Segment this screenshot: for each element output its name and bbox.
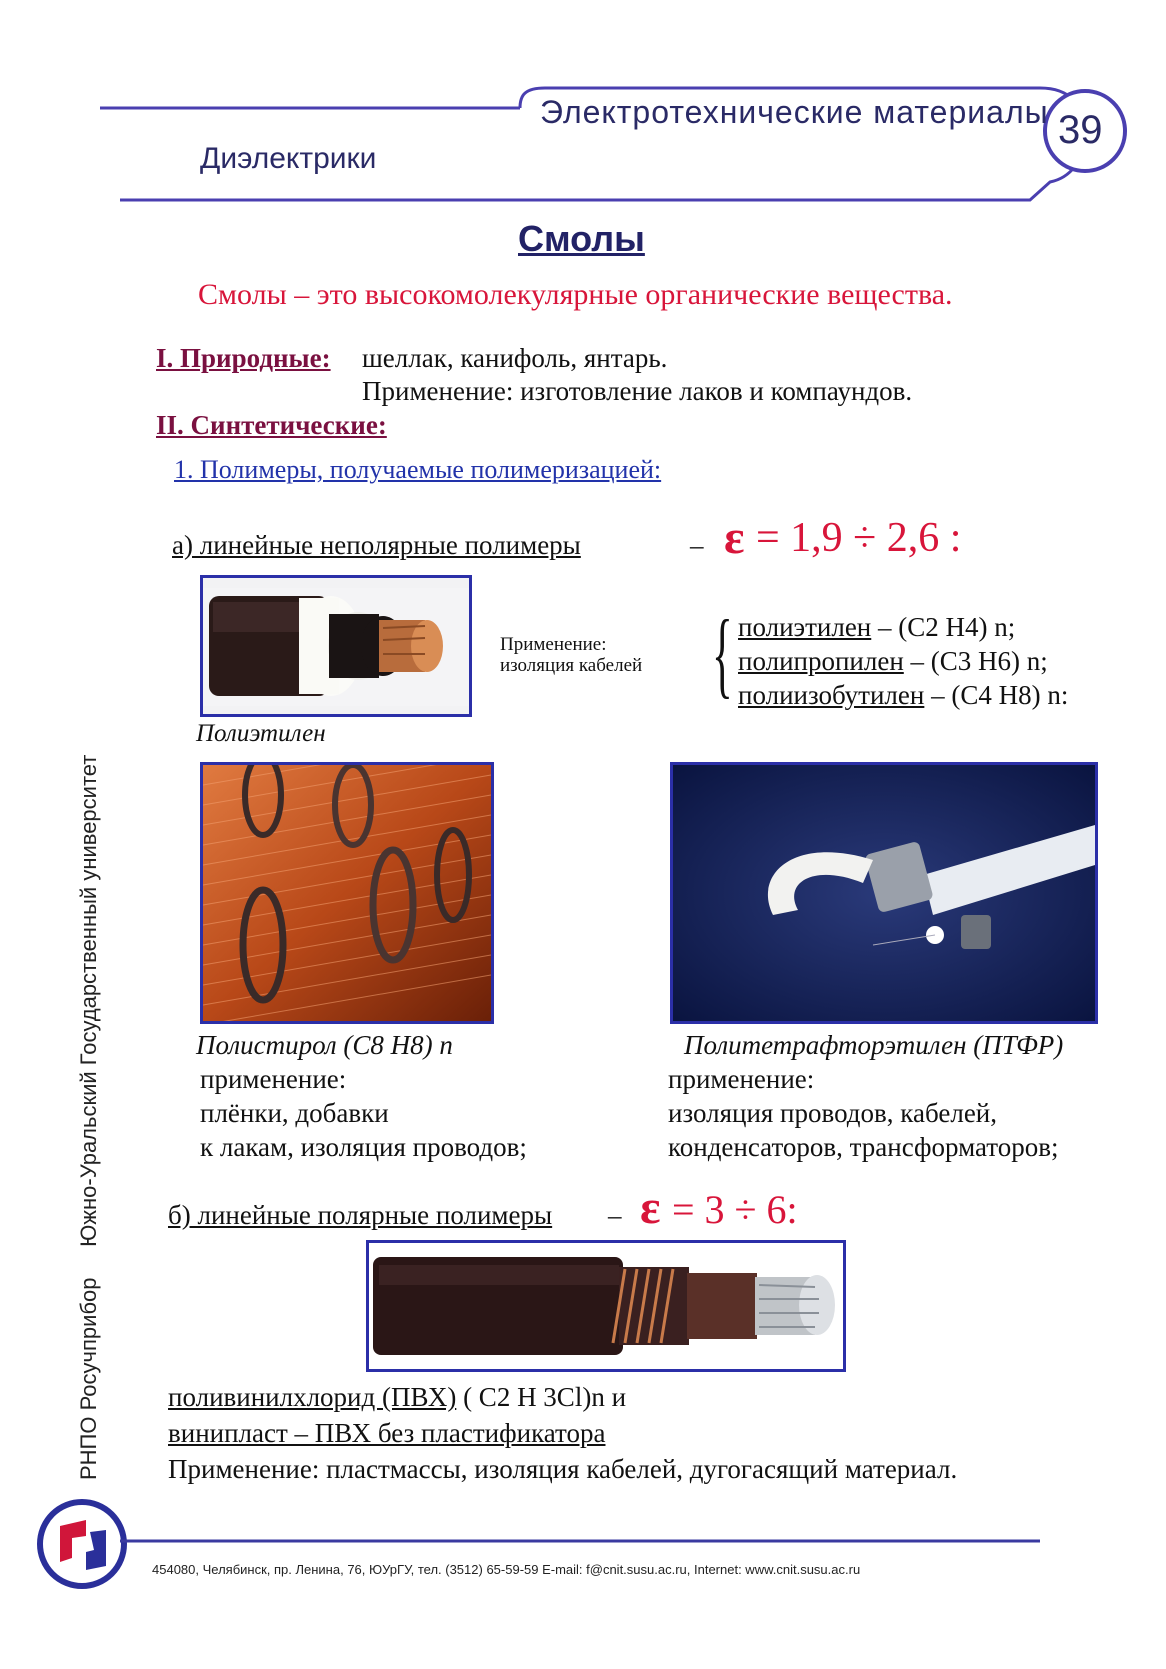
nonpolar-epsilon: ε bbox=[724, 511, 745, 564]
polymer-row bbox=[738, 612, 1068, 646]
ptfe-line1: применение: bbox=[668, 1064, 815, 1094]
sidebar-vertical-text: РНПО Росучприбор Южно-Уральский Государственный университет bbox=[76, 754, 101, 1480]
polymer-name: полипропилен bbox=[738, 646, 904, 676]
natural-items: шеллак, канифоль, янтарь. bbox=[362, 343, 668, 373]
polar-eps-range: = 3 ÷ 6: bbox=[672, 1187, 798, 1232]
pvc-name: поливинилхлорид (ПВХ) bbox=[168, 1382, 457, 1412]
polystyrene-caption: Полистирол (C8 H8) n bbox=[196, 1030, 453, 1060]
nonpolar-eps-range: = 1,9 ÷ 2,6 : bbox=[756, 515, 962, 561]
page-title: Смолы bbox=[518, 218, 645, 259]
polystyrene-line1: применение: bbox=[200, 1064, 347, 1094]
polar-label: б) линейные полярные полимеры bbox=[168, 1200, 553, 1230]
polystyrene-photo bbox=[200, 762, 494, 1024]
synthetic-sub1: 1. Полимеры, получаемые полимеризацией: bbox=[174, 455, 662, 484]
nonpolar-dash: – bbox=[690, 530, 704, 560]
polymer-formula: – (C2 H4) n; bbox=[878, 612, 1016, 642]
ptfe-caption: Политетрафторэтилен (ПТФР) bbox=[684, 1030, 1064, 1060]
nonpolar-application-value: изоляция кабелей bbox=[500, 655, 643, 676]
footer-logo bbox=[34, 1496, 130, 1592]
polar-application: Применение: пластмассы, изоляция кабелей, дугогасящий материал. bbox=[168, 1454, 958, 1484]
polymer-formula: – (C3 H6) n; bbox=[910, 646, 1048, 676]
nonpolar-polymer-list bbox=[738, 612, 1068, 714]
ptfe-line2: изоляция проводов, кабелей, bbox=[668, 1098, 997, 1128]
polymer-row bbox=[738, 680, 1068, 714]
book-title: Электротехнические материалы bbox=[540, 94, 1049, 130]
natural-application: Применение: изготовление лаков и компаундов. bbox=[362, 376, 913, 406]
definition: Смолы – это высокомолекулярные органические вещества. bbox=[198, 278, 953, 311]
footer-address: 454080, Челябинск, пр. Ленина, 76, ЮУрГУ, тел. (3512) 65-59-59 E-mail: f@cnit.susu.ac.ru, Internet: www.cnit.susu.ac.ru bbox=[152, 1562, 861, 1577]
polar-epsilon: ε bbox=[640, 1181, 661, 1234]
section-title: Диэлектрики bbox=[200, 142, 377, 175]
page-number: 39 bbox=[1058, 108, 1103, 152]
polymer-brace: { bbox=[712, 600, 733, 707]
polystyrene-line3: к лакам, изоляция проводов; bbox=[200, 1132, 527, 1162]
synthetic-label: II. Синтетические: bbox=[156, 410, 387, 440]
pvc-cable-photo bbox=[366, 1240, 846, 1372]
pvc-formula: ( C2 H 3Cl)n и bbox=[463, 1382, 627, 1412]
polymer-formula: – (C4 H8) n: bbox=[931, 680, 1069, 710]
polyethylene-photo bbox=[200, 575, 472, 717]
natural-label: I. Природные: bbox=[156, 343, 331, 373]
footer-rule bbox=[120, 1536, 1050, 1546]
ptfe-photo bbox=[670, 762, 1098, 1024]
polystyrene-line2: плёнки, добавки bbox=[200, 1098, 389, 1128]
ptfe-line3: конденсаторов, трансформаторов; bbox=[668, 1132, 1059, 1162]
pvc-line bbox=[168, 1382, 626, 1413]
polymer-name: полиэтилен bbox=[738, 612, 872, 642]
vinyl-line: винипласт – ПВХ без пластификатора bbox=[168, 1418, 606, 1448]
nonpolar-application-label: Применение: bbox=[500, 634, 607, 655]
polyethylene-caption: Полиэтилен bbox=[196, 720, 326, 747]
nonpolar-label: а) линейные неполярные полимеры bbox=[172, 530, 581, 560]
polar-dash: – bbox=[608, 1200, 622, 1230]
polymer-row bbox=[738, 646, 1068, 680]
polymer-name: полиизобутилен bbox=[738, 680, 925, 710]
